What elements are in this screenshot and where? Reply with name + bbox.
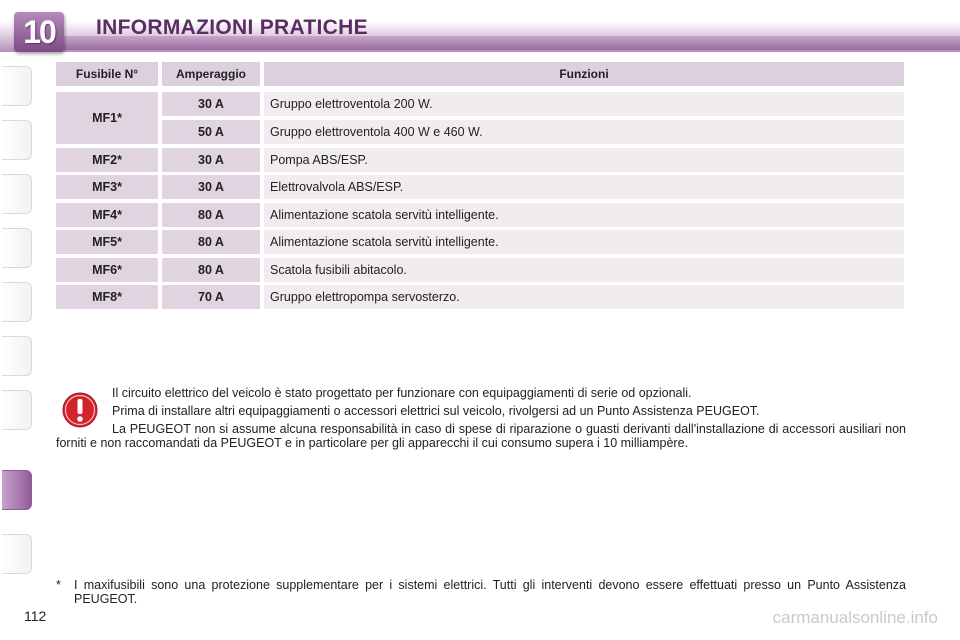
amperage-cell: 80 A	[162, 203, 260, 227]
chapter-tabs	[0, 56, 34, 576]
function-cell: Elettrovalvola ABS/ESP.	[264, 175, 904, 199]
column-header-amperage: Amperaggio	[162, 62, 260, 86]
chapter-tab[interactable]	[2, 120, 32, 160]
function-cell: Gruppo elettropompa servosterzo.	[264, 285, 904, 309]
watermark: carmanualsonline.info	[772, 608, 938, 627]
fuse-cell: MF8*	[56, 285, 158, 309]
fuse-cell: MF6*	[56, 258, 158, 282]
chapter-tab-active[interactable]	[2, 470, 32, 510]
column-header-fuse: Fusibile N°	[56, 62, 158, 86]
fuse-cell: MF1*	[56, 92, 158, 144]
function-cell: Scatola fusibili abitacolo.	[264, 258, 904, 282]
page-number: 112	[24, 608, 47, 624]
chapter-tab[interactable]	[2, 534, 32, 574]
column-header-functions: Funzioni	[264, 62, 904, 86]
warning-paragraph: Prima di installare altri equipaggiamenti o accessori elettrici sul veicolo, rivolgersi ad un Punto Assistenza PEUGEOT.	[112, 404, 760, 418]
footnote	[56, 578, 906, 606]
function-cell: Gruppo elettroventola 200 W.	[264, 92, 904, 116]
amperage-cell: 50 A	[162, 120, 260, 144]
chapter-tab[interactable]	[2, 228, 32, 268]
function-cell: Alimentazione scatola servitù intelligente.	[264, 230, 904, 254]
fuse-cell: MF4*	[56, 203, 158, 227]
amperage-cell: 80 A	[162, 230, 260, 254]
warning-paragraph: La PEUGEOT non si assume alcuna responsabilità in caso di spese di riparazione o guasti derivanti dall'installazione di accessori ausiliari non forniti e non raccomandati da PEUGEOT e in particolare per gli apparecchi il cui consumo supera i 10 milliampère.	[56, 422, 906, 450]
function-cell: Alimentazione scatola servitù intelligente.	[264, 203, 904, 227]
function-cell: Pompa ABS/ESP.	[264, 148, 904, 172]
footnote-marker: *	[56, 578, 61, 592]
footnote-text: I maxifusibili sono una protezione supplementare per i sistemi elettrici. Tutti gli interventi devono essere effettuati presso un Punto Assistenza PEUGEOT.	[74, 578, 906, 606]
warning-paragraph: Il circuito elettrico del veicolo è stato progettato per funzionare con equipaggiamenti di serie od opzionali.	[112, 386, 692, 400]
fuse-cell: MF3*	[56, 175, 158, 199]
amperage-cell: 80 A	[162, 258, 260, 282]
amperage-cell: 70 A	[162, 285, 260, 309]
chapter-tab[interactable]	[2, 336, 32, 376]
amperage-cell: 30 A	[162, 148, 260, 172]
amperage-cell: 30 A	[162, 175, 260, 199]
chapter-tab[interactable]	[2, 282, 32, 322]
fuse-cell: MF2*	[56, 148, 158, 172]
chapter-tab[interactable]	[2, 174, 32, 214]
fuse-cell: MF5*	[56, 230, 158, 254]
page-title: INFORMAZIONI PRATICHE	[96, 16, 368, 39]
warning-text	[56, 386, 906, 454]
chapter-badge: 10	[14, 12, 64, 52]
function-cell: Gruppo elettroventola 400 W e 460 W.	[264, 120, 904, 144]
chapter-tab[interactable]	[2, 390, 32, 430]
amperage-cell: 30 A	[162, 92, 260, 116]
chapter-tab[interactable]	[2, 66, 32, 106]
